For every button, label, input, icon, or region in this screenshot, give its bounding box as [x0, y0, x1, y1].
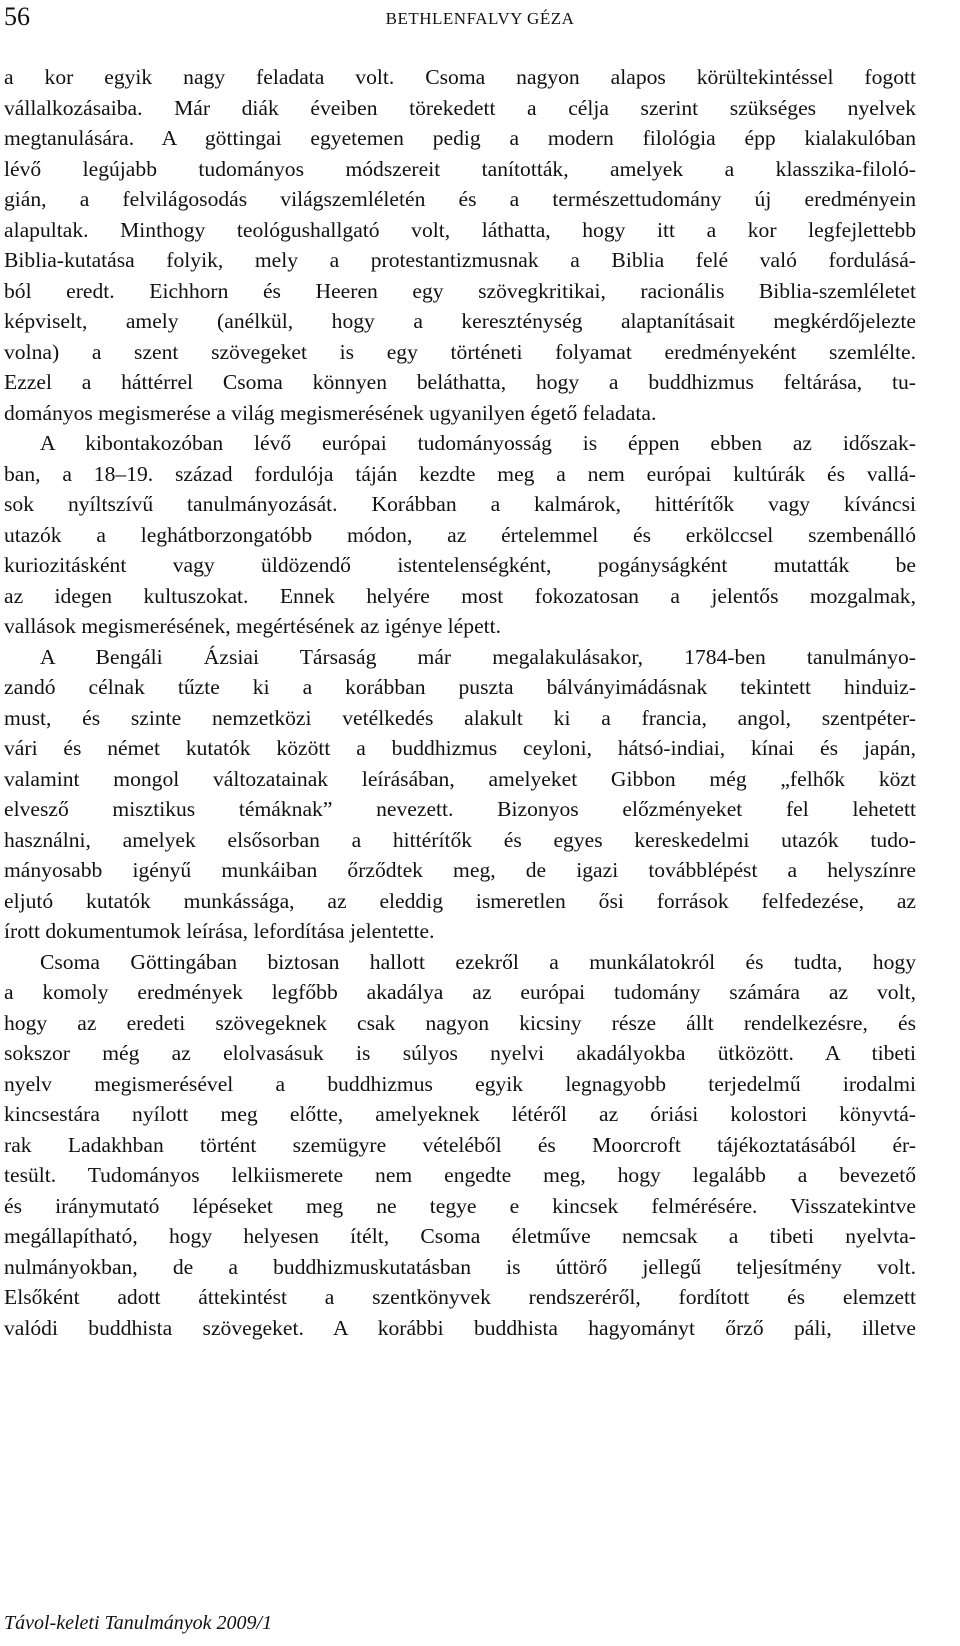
text-line: eljutó kutatók munkássága, az eleddig ismeretlen ősi források felfedezése, az — [4, 888, 916, 913]
text-line: must, és szinte nemzetközi vetélkedés alakult ki a francia, angol, szentpéter- — [4, 705, 916, 730]
text-line: sok nyíltszívű tanulmányozását. Korábban a kalmárok, hittérítők vagy kíváncsi — [4, 492, 916, 516]
text-line: kincsestára nyílott meg előtte, amelyeknek létéről az óriási kolostori könyvtá- — [4, 1102, 916, 1126]
article-body — [4, 62, 916, 1343]
paragraph — [4, 62, 916, 428]
text-line: dományos megismerése a világ megismerésének ugyanilyen égető feladata. — [4, 400, 657, 425]
paragraph — [4, 947, 916, 1344]
text-line: mányosabb igényű munkáiban őrződtek meg, de igazi továbblépést a helyszínre — [4, 858, 916, 882]
text-line: kuriozitásként vagy üldözendő istentelenségként, pogányságként mutatták be — [4, 553, 916, 577]
page-number: 56 — [4, 2, 30, 31]
text-line: volna) a szent szövegeket is egy történeti folyamat eredményeként szemlélte. — [4, 339, 916, 364]
journal-footer: Távol-keleti Tanulmányok 2009/1 — [4, 1612, 273, 1634]
text-line: ban, a 18–19. század fordulója táján kezdte meg a nem európai kultúrák és vallá- — [4, 461, 916, 486]
text-line: Elsőként adott áttekintést a szentkönyvek rendszeréről, fordított és elemzett — [4, 1285, 916, 1309]
text-line: zandó célnak tűzte ki a korábban puszta bálványimádásnak tekintett hinduiz- — [4, 675, 916, 699]
text-line: rak Ladakhban történt szemügyre vételéből és Moorcroft tájékoztatásából ér- — [4, 1132, 916, 1157]
text-line: írott dokumentumok leírása, lefordítása jelentette. — [4, 919, 435, 943]
text-line: Ezzel a háttérrel Csoma könnyen beláthatta, hogy a buddhizmus feltárása, tu- — [4, 370, 916, 394]
text-line: Csoma Göttingában biztosan hallott ezekről a munkálatokról és tudta, hogy — [40, 949, 916, 974]
text-line: A kibontakozóban lévő európai tudományosság is éppen ebben az időszak- — [40, 431, 916, 455]
text-line: alapultak. Minthogy teológushallgató volt, láthatta, hogy itt a kor legfejlettebb — [4, 217, 916, 242]
text-line: hogy az eredeti szövegeknek csak nagyon kicsiny része állt rendelkezésre, és — [4, 1010, 916, 1035]
text-line: elvesző misztikus témáknak” nevezett. Bizonyos előzményeket fel lehetett — [4, 797, 916, 821]
text-line: tesült. Tudományos lelkiismerete nem engedte meg, hogy legalább a bevezető — [4, 1163, 916, 1187]
text-line: megállapítható, hogy helyesen ítélt, Csoma életműve nemcsak a tibeti nyelvta- — [4, 1224, 916, 1248]
text-line: nyelv megismerésével a buddhizmus egyik legnagyobb terjedelmű irodalmi — [4, 1071, 916, 1096]
text-line: sokszor még az elolvasásuk is súlyos nyelvi akadályokba ütközött. A tibeti — [4, 1041, 916, 1065]
text-line: megtanulására. A göttingai egyetemen pedig a modern filológia épp kialakulóban — [4, 126, 916, 150]
text-line: valódi buddhista szövegeket. A korábbi buddhista hagyományt őrző páli, illetve — [4, 1315, 916, 1340]
paragraph — [4, 642, 916, 947]
text-line: vallások megismerésének, megértésének az igénye lépett. — [4, 614, 502, 638]
text-line: ból eredt. Eichhorn és Heeren egy szövegkritikai, racionális Biblia-szemléletet — [4, 278, 916, 303]
text-line: lévő legújabb tudományos módszereit tanították, amelyek a klasszika-filoló- — [4, 156, 916, 181]
text-line: valamint mongol változatainak leírásában, amelyeket Gibbon még „felhők közt — [4, 766, 916, 791]
text-line: a komoly eredmények legfőbb akadálya az európai tudomány számára az volt, — [4, 980, 916, 1004]
text-line: és iránymutató lépéseket meg ne tegye e kincsek felmérésére. Visszatekintve — [4, 1193, 916, 1218]
text-line: utazók a leghátborzongatóbb módon, az értelemmel és erkölccsel szembenálló — [4, 522, 916, 547]
paragraph — [4, 428, 916, 642]
text-line: nulmányokban, de a buddhizmuskutatásban is úttörő jellegű teljesítmény volt. — [4, 1254, 916, 1279]
text-line: Biblia-kutatása folyik, mely a protestantizmusnak a Biblia felé való fordulásá- — [4, 248, 916, 272]
text-line: képviselt, amely (anélkül, hogy a kereszténység alaptanításait megkérdőjelezte — [4, 309, 916, 333]
running-head: BETHLENFALVY GÉZA — [385, 9, 575, 28]
text-line: vállalkozásaiba. Már diák éveiben törekedett a célja szerint szükséges nyelvek — [4, 95, 916, 120]
text-line: az idegen kultuszokat. Ennek helyére most fokozatosan a jelentős mozgalmak, — [4, 583, 916, 608]
page-header — [0, 0, 960, 40]
text-line: vári és német kutatók között a buddhizmus ceyloni, hátsó-indiai, kínai és japán, — [4, 736, 916, 760]
text-line: gián, a felvilágosodás világszemléletén és a természettudomány új eredményein — [4, 187, 916, 211]
text-line: A Bengáli Ázsiai Társaság már megalakulásakor, 1784-ben tanulmányo- — [40, 644, 916, 669]
text-line: használni, amelyek elsősorban a hittérítők és egyes kereskedelmi utazók tudo- — [4, 827, 916, 852]
text-line: a kor egyik nagy feladata volt. Csoma nagyon alapos körültekintéssel fogott — [4, 65, 916, 89]
